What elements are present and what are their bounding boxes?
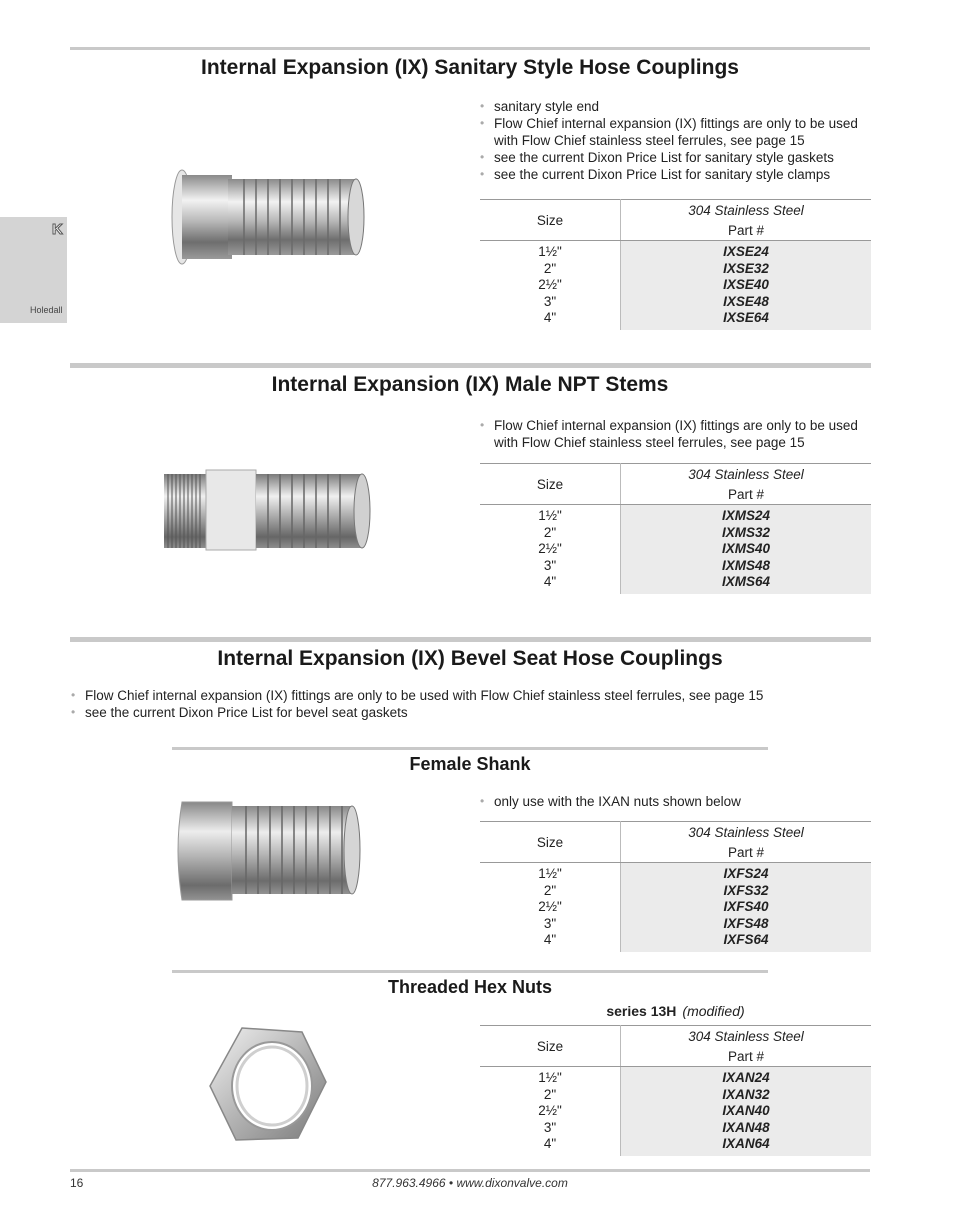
- sanitary-part-table: [480, 199, 871, 330]
- part-column: [621, 241, 872, 330]
- sanitary-title: Internal Expansion (IX) Sanitary Style Hose Couplings: [201, 56, 739, 79]
- size-cell: 3": [543, 1119, 557, 1135]
- male-npt-title: Internal Expansion (IX) Male NPT Stems: [271, 373, 669, 396]
- footer-contact: 877.963.4966 • www.dixonvalve.com: [372, 1176, 568, 1190]
- bullet-item: • see the current Dixon Price List for bevel seat gaskets: [71, 704, 861, 721]
- bullet-item: • Flow Chief internal expansion (IX) fittings are only to be used with Flow Chief stainless steel ferrules, see page 15: [71, 687, 861, 704]
- size-cell: 4": [543, 1136, 557, 1152]
- male-npt-bullets: [480, 417, 870, 451]
- male-npt-stem-image: [162, 466, 372, 554]
- part-number-cell: IXAN48: [722, 1119, 770, 1135]
- part-number-cell: IXMS24: [721, 508, 771, 523]
- size-column: [480, 505, 621, 594]
- part-number-cell: IXAN32: [722, 1086, 770, 1102]
- size-cell: 2½": [538, 541, 562, 557]
- size-cell: 2½": [538, 277, 562, 293]
- part-number-cell: IXSE64: [723, 310, 769, 326]
- part-column: [621, 505, 872, 594]
- side-tab: [0, 217, 67, 323]
- top-rule: [70, 47, 870, 50]
- size-cell: 2": [543, 260, 557, 276]
- part-number-cell: IXFS40: [723, 899, 769, 915]
- footer-rule: [70, 1169, 870, 1172]
- series-label: series 13H: [606, 1003, 677, 1019]
- female-shank-title: Female Shank: [409, 754, 531, 774]
- part-column: [621, 863, 872, 952]
- male-npt-part-table: [480, 463, 871, 594]
- size-column: [480, 863, 621, 952]
- page-number: 16: [70, 1176, 84, 1190]
- size-cell: 1½": [538, 244, 562, 259]
- part-number-cell: IXFS48: [723, 915, 769, 931]
- material-header: 304 Stainless Steel: [621, 822, 872, 843]
- size-column: [480, 241, 621, 330]
- size-cell: 1½": [538, 1070, 562, 1085]
- part-number-cell: IXFS24: [723, 866, 769, 881]
- part-header: Part #: [621, 842, 872, 863]
- part-number-cell: IXMS40: [721, 541, 771, 557]
- part-number-cell: IXSE40: [723, 277, 769, 293]
- part-number-cell: IXFS64: [723, 932, 769, 948]
- female-shank-image: [172, 796, 364, 906]
- bullet-item: • Flow Chief internal expansion (IX) fittings are only to be used with Flow Chief stainless steel ferrules, see page 15: [480, 417, 870, 451]
- part-header: Part #: [621, 484, 872, 505]
- section-rule: [70, 637, 871, 642]
- female-shank-part-table: [480, 821, 871, 952]
- side-tab-letter: K: [52, 221, 63, 238]
- part-number-cell: IXSE24: [723, 244, 769, 259]
- part-number-cell: IXMS32: [721, 524, 771, 540]
- hex-nuts-part-table: [480, 1025, 871, 1156]
- size-cell: 4": [543, 574, 557, 590]
- size-header: Size: [480, 464, 621, 505]
- bullet-item: • sanitary style end: [480, 98, 870, 115]
- part-number-cell: IXMS48: [721, 557, 771, 573]
- subsection-rule: [172, 747, 768, 750]
- size-cell: 4": [543, 310, 557, 326]
- bullet-item: • see the current Dixon Price List for sanitary style gaskets: [480, 149, 870, 166]
- material-header: 304 Stainless Steel: [621, 200, 872, 221]
- size-cell: 2": [543, 1086, 557, 1102]
- hex-nuts-title: Threaded Hex Nuts: [387, 977, 553, 997]
- part-column: [621, 1067, 872, 1156]
- bevel-seat-bullets: [71, 687, 861, 721]
- size-cell: 4": [543, 932, 557, 948]
- size-cell: 3": [543, 915, 557, 931]
- size-header: Size: [480, 200, 621, 241]
- size-cell: 2": [543, 524, 557, 540]
- size-cell: 1½": [538, 866, 562, 881]
- bullet-item: • Flow Chief internal expansion (IX) fittings are only to be used with Flow Chief stainless steel ferrules, see page 15: [480, 115, 870, 149]
- material-header: 304 Stainless Steel: [621, 464, 872, 485]
- sanitary-coupling-image: [168, 165, 368, 270]
- size-header: Size: [480, 822, 621, 863]
- side-tab-label: Holedall: [30, 305, 63, 315]
- series-caption: [480, 1003, 871, 1019]
- part-header: Part #: [621, 220, 872, 241]
- size-column: [480, 1067, 621, 1156]
- size-header: Size: [480, 1026, 621, 1067]
- size-cell: 3": [543, 557, 557, 573]
- size-cell: 2½": [538, 1103, 562, 1119]
- hex-nut-image: [206, 1024, 330, 1146]
- sanitary-bullets: [480, 98, 870, 183]
- size-cell: 2": [543, 882, 557, 898]
- subsection-rule: [172, 970, 768, 973]
- bullet-item: • see the current Dixon Price List for sanitary style clamps: [480, 166, 870, 183]
- size-cell: 2½": [538, 899, 562, 915]
- part-number-cell: IXSE32: [723, 260, 769, 276]
- series-note: (modified): [682, 1003, 745, 1019]
- part-number-cell: IXAN24: [722, 1070, 770, 1085]
- part-header: Part #: [621, 1046, 872, 1067]
- part-number-cell: IXMS64: [721, 574, 771, 590]
- female-shank-bullets: [480, 793, 870, 810]
- bevel-seat-title: Internal Expansion (IX) Bevel Seat Hose Couplings: [217, 647, 723, 670]
- part-number-cell: IXAN64: [722, 1136, 770, 1152]
- material-header: 304 Stainless Steel: [621, 1026, 872, 1047]
- bullet-item: • only use with the IXAN nuts shown below: [480, 793, 870, 810]
- part-number-cell: IXAN40: [722, 1103, 770, 1119]
- part-number-cell: IXSE48: [723, 293, 769, 309]
- part-number-cell: IXFS32: [723, 882, 769, 898]
- size-cell: 1½": [538, 508, 562, 523]
- size-cell: 3": [543, 293, 557, 309]
- section-rule: [70, 363, 871, 368]
